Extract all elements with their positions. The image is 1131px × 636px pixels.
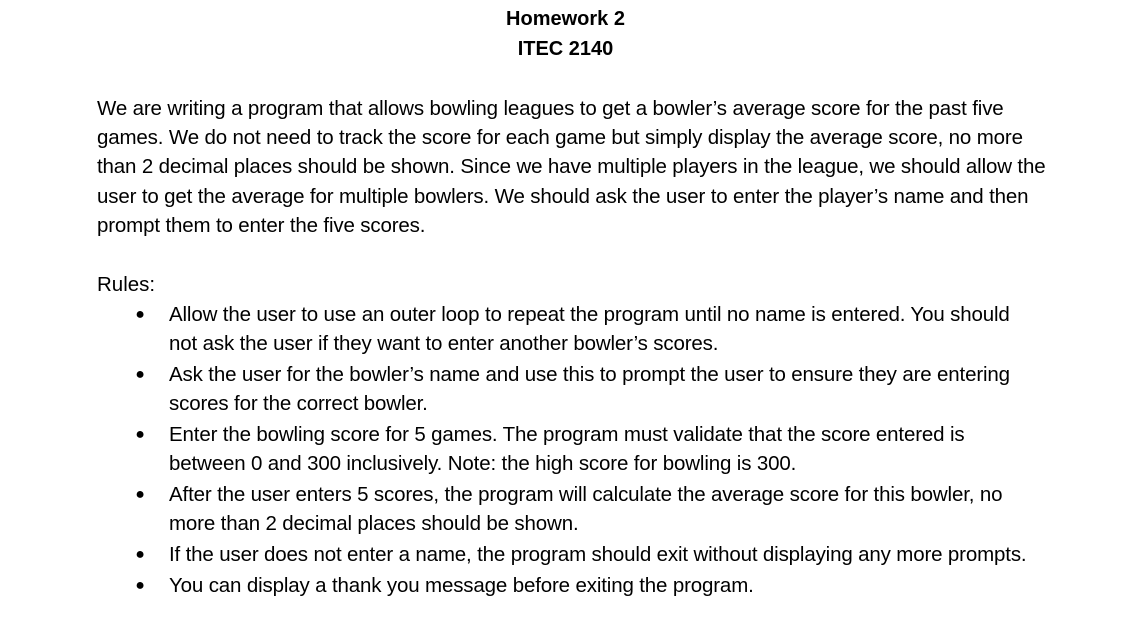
rule-item <box>0 360 1039 418</box>
bullet-icon: ● <box>135 486 145 503</box>
rule-item <box>0 480 1039 538</box>
course-code: ITEC 2140 <box>517 38 614 60</box>
document-title: Homework 2 <box>506 8 625 30</box>
rule-text: You can display a thank you message before exiting the program. <box>169 574 754 597</box>
rule-item <box>0 300 1039 358</box>
rule-text: After the user enters 5 scores, the program will calculate the average score for this bowler, no more than 2 decimal places should be shown. <box>169 483 1003 535</box>
bullet-icon: ● <box>135 306 145 323</box>
rule-item <box>0 540 1039 569</box>
rule-text: Ask the user for the bowler’s name and use this to prompt the user to ensure they are entering scores for the correct bowler. <box>169 363 1010 415</box>
rules-heading: Rules: <box>97 273 156 296</box>
rule-text: Enter the bowling score for 5 games. The program must validate that the score entered is between 0 and 300 inclusively. Note: the high score for bowling is 300. <box>169 423 965 475</box>
rule-item <box>0 420 1039 478</box>
rule-text: Allow the user to use an outer loop to repeat the program until no name is entered. You should not ask the user if they want to enter another bowler’s scores. <box>169 303 1010 355</box>
bullet-icon: ● <box>135 366 145 383</box>
rules-list <box>0 300 1131 602</box>
intro-paragraph: We are writing a program that allows bowling leagues to get a bowler’s average score for the past five games. We do not need to track the score for each game but simply display the average score, no more than 2 decimal places should be shown. Since we have multiple players in the league, we should allow the user to get the average for multiple bowlers. We should ask the user to enter the player’s name and then prompt them to enter the five scores. <box>97 97 1046 237</box>
bullet-icon: ● <box>135 546 145 563</box>
rule-item <box>0 571 1039 600</box>
bullet-icon: ● <box>135 577 145 594</box>
bullet-icon: ● <box>135 426 145 443</box>
rule-text: If the user does not enter a name, the program should exit without displaying any more prompts. <box>169 543 1027 566</box>
